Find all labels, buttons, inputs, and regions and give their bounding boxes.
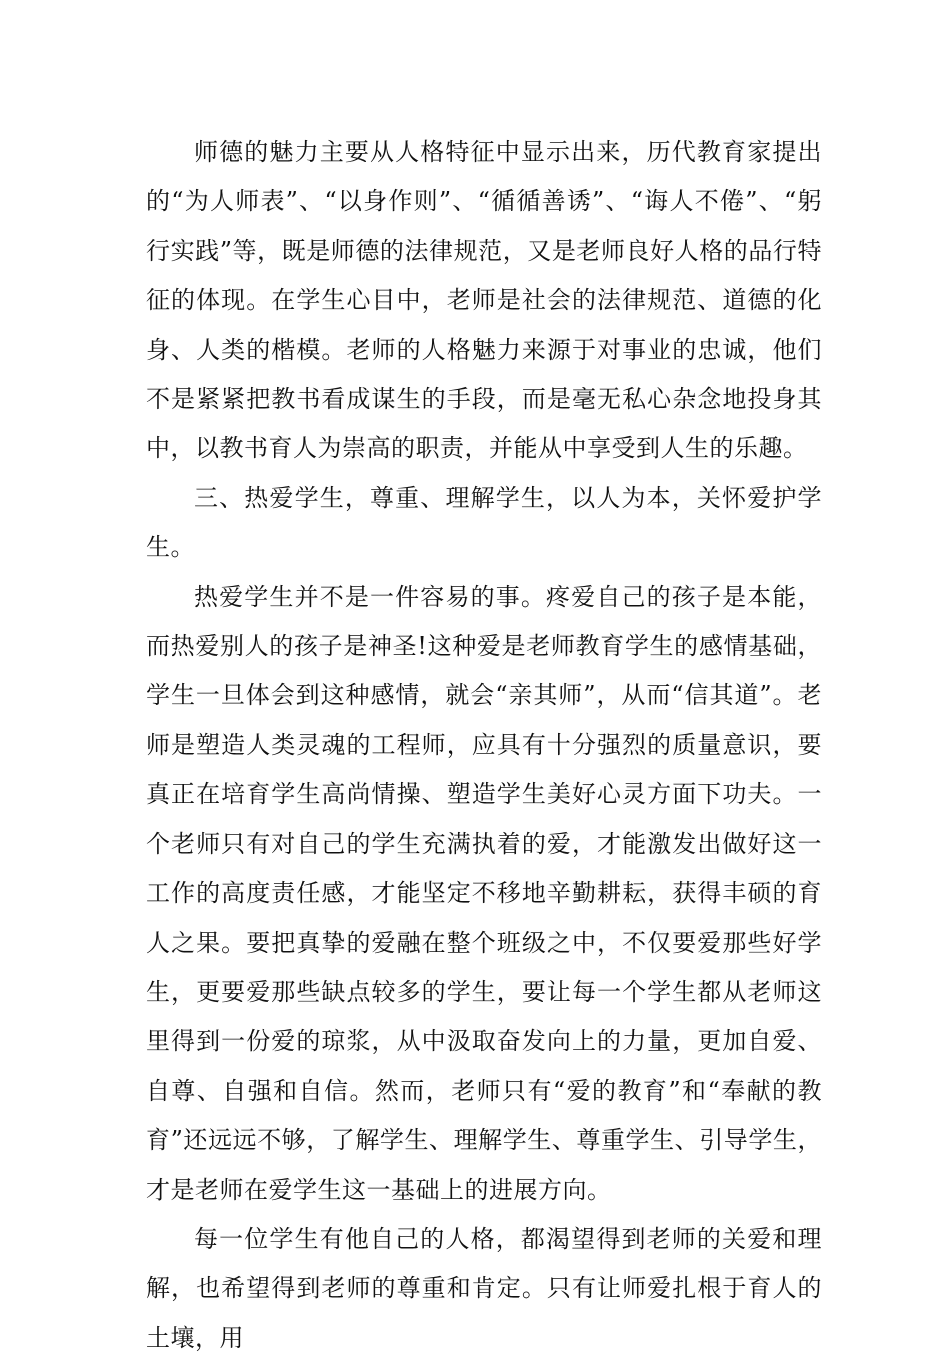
paragraph-love-students: 热爱学生并不是一件容易的事。疼爱自己的孩子是本能，而热爱别人的孩子是神圣!这种爱是老师教育学生的感情基础，学生一旦体会到这种感情，就会“亲其师”，从而“信其道”。老师是塑造人类灵魂的工程师，应具有十分强烈的质量意识，要真正在培育学生高尚情操、塑造学生美好心灵方面下功夫。一个老师只有对自己的学生充满执着的爱，才能激发出做好这一工作的高度责任感，才能坚定不移地辛勤耕耘，获得丰硕的育人之果。要把真挚的爱融在整个班级之中，不仅要爱那些好学生，更要爱那些缺点较多的学生，要让每一个学生都从老师这里得到一份爱的琼浆，从中汲取奋发向上的力量，更加自爱、自尊、自强和自信。然而，老师只有“爱的教育”和“奉献的教育”还远远不够，了解学生、理解学生、尊重学生、引导学生，才是老师在爱学生这一基础上的进展方向。 [146,582,822,1204]
section-heading-love-students: 三、热爱学生，尊重、理解学生，以人为本，关怀爱护学生。 [146,483,822,562]
paragraph-student-personality: 每一位学生有他自己的人格，都渴望得到老师的关爱和理解，也希望得到老师的尊重和肯定。只有让师爱扎根于育人的土壤，用 [146,1224,822,1352]
document-body [146,128,822,1363]
paragraph-teacher-ethics-charm: 师德的魅力主要从人格特征中显示出来，历代教育家提出的“为人师表”、“以身作则”、“循循善诱”、“诲人不倦”、“躬行实践”等，既是师德的法律规范，又是老师良好人格的品行特征的体现。在学生心目中，老师是社会的法律规范、道德的化身、人类的楷模。老师的人格魅力来源于对事业的忠诚，他们不是紧紧把教书看成谋生的手段，而是毫无私心杂念地投身其中，以教书育人为崇高的职责，并能从中享受到人生的乐趣。 [146,138,822,463]
